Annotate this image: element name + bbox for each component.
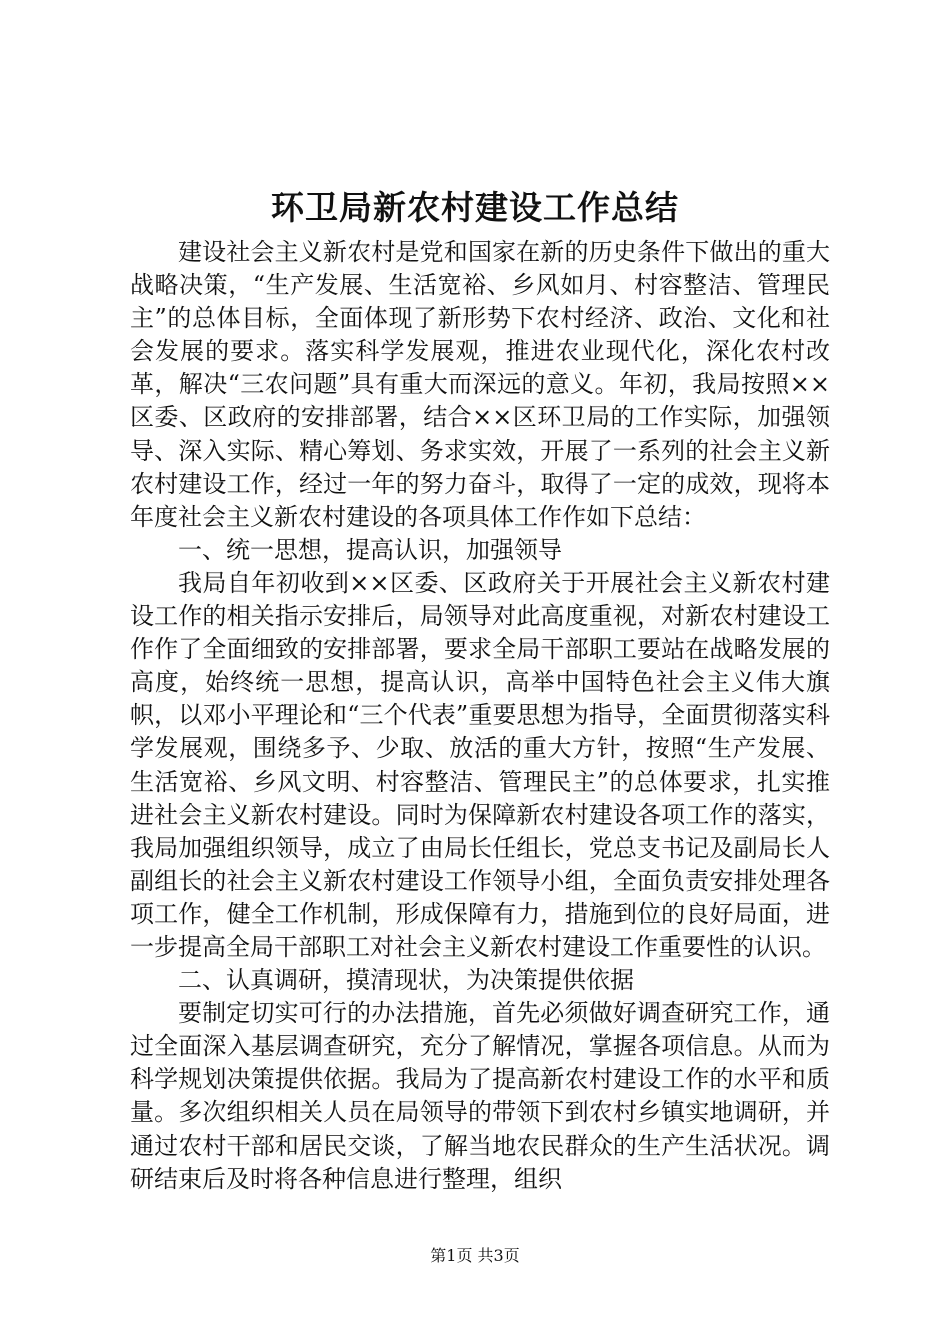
section-heading-1: 一、统一思想，提高认识，加强领导 xyxy=(178,535,562,564)
intro-paragraph: 建设社会主义新农村是党和国家在新的历史条件下做出的重大战略决策，“生产发展、生活宽裕、乡风如月、村容整洁、管理民主”的总体目标，全面体现了新形势下农村经济、政治、文化和社会发展的要求。落实科学发展观，推进农业现代化，深化农村改革，解决“三农问题”具有重大而深远的意义。年初，我局按照××区委、区政府的安排部署，结合××区环卫局的工作实际，加强领导、深入实际、精心筹划、务求实效，开展了一系列的社会主义新农村建设工作，经过一年的努力奋斗，取得了一定的成效，现将本年度社会主义新农村建设的各项具体工作作如下总结： xyxy=(130,238,830,531)
section-paragraph-2: 要制定切实可行的办法措施，首先必须做好调查研究工作，通过全面深入基层调查研究，充分了解情况，掌握各项信息。从而为科学规划决策提供依据。我局为了提高新农村建设工作的水平和质量。多次组织相关人员在局领导的带领下到农村乡镇实地调研，并通过农村干部和居民交谈，了解当地农民群众的生产生活状况。调研结束后及时将各种信息进行整理，组织 xyxy=(130,999,830,1193)
page-footer: 第1页 共3页 xyxy=(430,1246,520,1265)
document-body xyxy=(130,236,830,1196)
document-title: 环卫局新农村建设工作总结 xyxy=(271,188,679,227)
section-paragraph-1: 我局自年初收到××区委、区政府关于开展社会主义新农村建设工作的相关指示安排后，局领导对此高度重视，对新农村建设工作作了全面细致的安排部署，要求全局干部职工要站在战略发展的高度，始终统一思想，提高认识，高举中国特色社会主义伟大旗帜，以邓小平理论和“三个代表”重要思想为指导，全面贯彻落实科学发展观，围绕多予、少取、放活的重大方针，按照“生产发展、生活宽裕、乡风文明、村容整洁、管理民主”的总体要求，扎实推进社会主义新农村建设。同时为保障新农村建设各项工作的落实，我局加强组织领导，成立了由局长任组长，党总支书记及副局长人副组长的社会主义新农村建设工作领导小组，全面负责安排处理各项工作，健全工作机制，形成保障有力，措施到位的良好局面，进一步提高全局干部职工对社会主义新农村建设工作重要性的认识。 xyxy=(130,568,830,961)
section-heading-2: 二、认真调研，摸清现状，为决策提供依据 xyxy=(178,966,634,995)
